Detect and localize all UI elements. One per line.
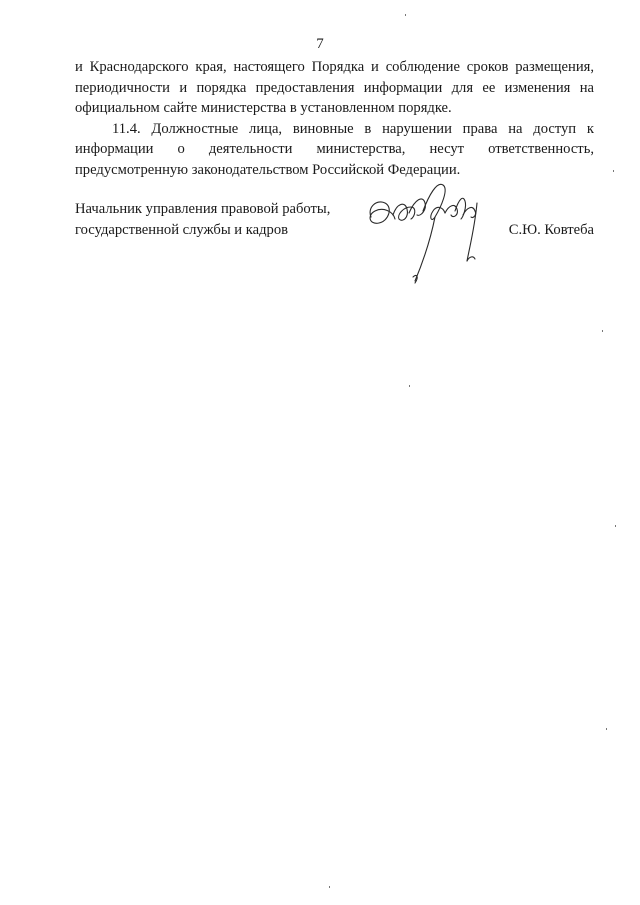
paragraph-continuation bbox=[75, 57, 594, 119]
text-line: периодичности и порядка предоставления информации для ее изменения bbox=[75, 79, 571, 96]
signatory-position-line: Начальник управления правовой работы, bbox=[75, 201, 331, 217]
text-line: на официальном сайте министерства в установленном порядке. bbox=[75, 79, 594, 116]
text-line: к информации о деятельности министерства, несут ответственность, bbox=[75, 120, 594, 157]
scan-speck bbox=[409, 385, 410, 387]
scan-speck bbox=[405, 14, 406, 16]
scan-speck bbox=[615, 525, 616, 527]
scan-speck bbox=[602, 330, 603, 332]
body-text bbox=[75, 57, 594, 180]
text-line: предусмотренную законодательством Российской Федерации. bbox=[75, 161, 461, 178]
paragraph-11-4 bbox=[75, 119, 594, 181]
page-number: 7 bbox=[316, 36, 324, 52]
scan-speck bbox=[606, 728, 607, 730]
text-line: и Краснодарского края, настоящего Порядка и соблюдение сроков размещения, bbox=[75, 59, 594, 75]
scan-speck bbox=[329, 886, 330, 888]
text-line: 11.4. Должностные лица, виновные в нарушении права на доступ bbox=[112, 120, 577, 137]
handwritten-signature bbox=[363, 177, 498, 297]
signatory-name: С.Ю. Ковтеба bbox=[508, 221, 594, 238]
scan-speck bbox=[613, 170, 614, 172]
signatory-position-line: государственной службы и кадров bbox=[75, 221, 289, 238]
signatory-position bbox=[75, 199, 375, 240]
signature-block bbox=[75, 199, 594, 289]
